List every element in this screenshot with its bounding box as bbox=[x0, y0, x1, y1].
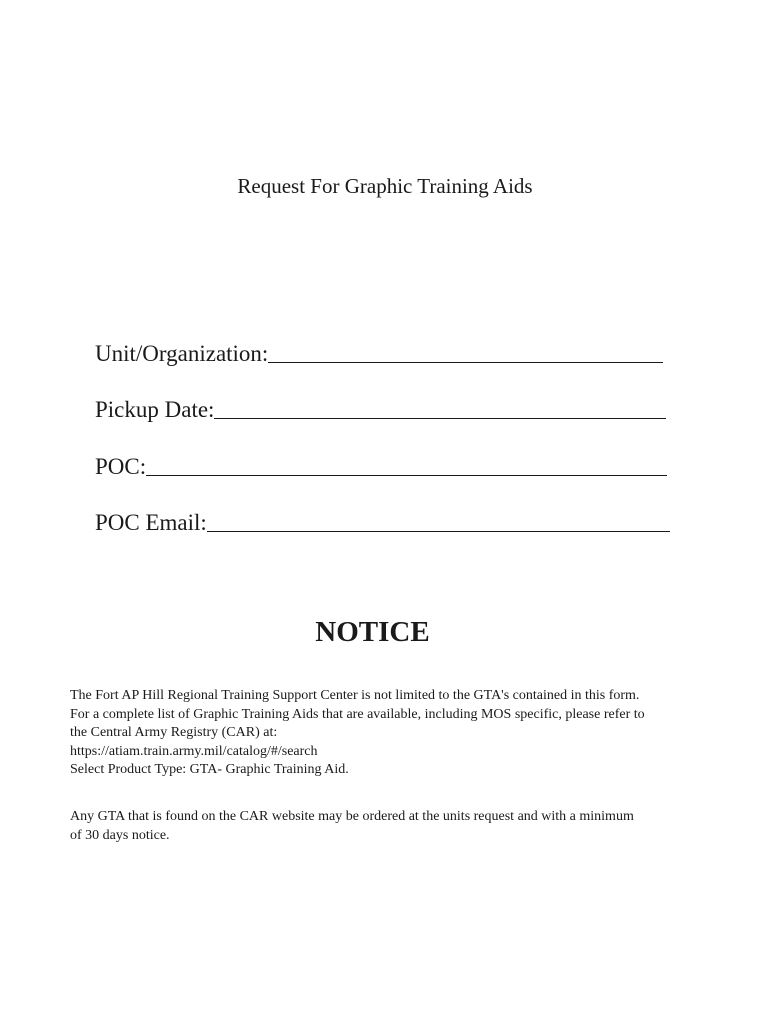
notice-line: For a complete list of Graphic Training Aids that are available, including MOS specific, please refer to bbox=[70, 706, 645, 722]
notice-url: https://atiam.train.army.mil/catalog/#/search bbox=[70, 743, 318, 759]
notice-line: Any GTA that is found on the CAR website may be ordered at the units request and with a minimum bbox=[70, 809, 634, 824]
notice-line: of 30 days notice. bbox=[70, 827, 170, 843]
poc-email-label: POC Email: bbox=[95, 510, 207, 535]
pickup-date-input-line[interactable] bbox=[214, 418, 666, 419]
page-title: Request For Graphic Training Aids bbox=[237, 174, 533, 198]
poc-email-field[interactable] bbox=[95, 507, 670, 539]
notice-paragraph-1 bbox=[70, 687, 710, 780]
notice-line: The Fort AP Hill Regional Training Support Center is not limited to the GTA's contained in this form. bbox=[70, 688, 640, 703]
poc-label: POC: bbox=[95, 454, 147, 479]
notice-line: the Central Army Registry (CAR) at: bbox=[70, 725, 278, 740]
poc-email-input-line[interactable] bbox=[207, 531, 670, 532]
notice-line: Select Product Type: GTA- Graphic Training Aid. bbox=[70, 762, 349, 777]
unit-organization-input-line[interactable] bbox=[268, 362, 663, 363]
poc-input-line[interactable] bbox=[146, 475, 667, 476]
pickup-date-field[interactable] bbox=[95, 394, 666, 426]
poc-field[interactable] bbox=[95, 451, 667, 483]
notice-paragraph-2 bbox=[70, 808, 710, 845]
pickup-date-label: Pickup Date: bbox=[95, 397, 215, 422]
unit-organization-label: Unit/Organization: bbox=[95, 341, 269, 366]
notice-heading: NOTICE bbox=[315, 616, 430, 648]
unit-organization-field[interactable] bbox=[95, 338, 663, 370]
